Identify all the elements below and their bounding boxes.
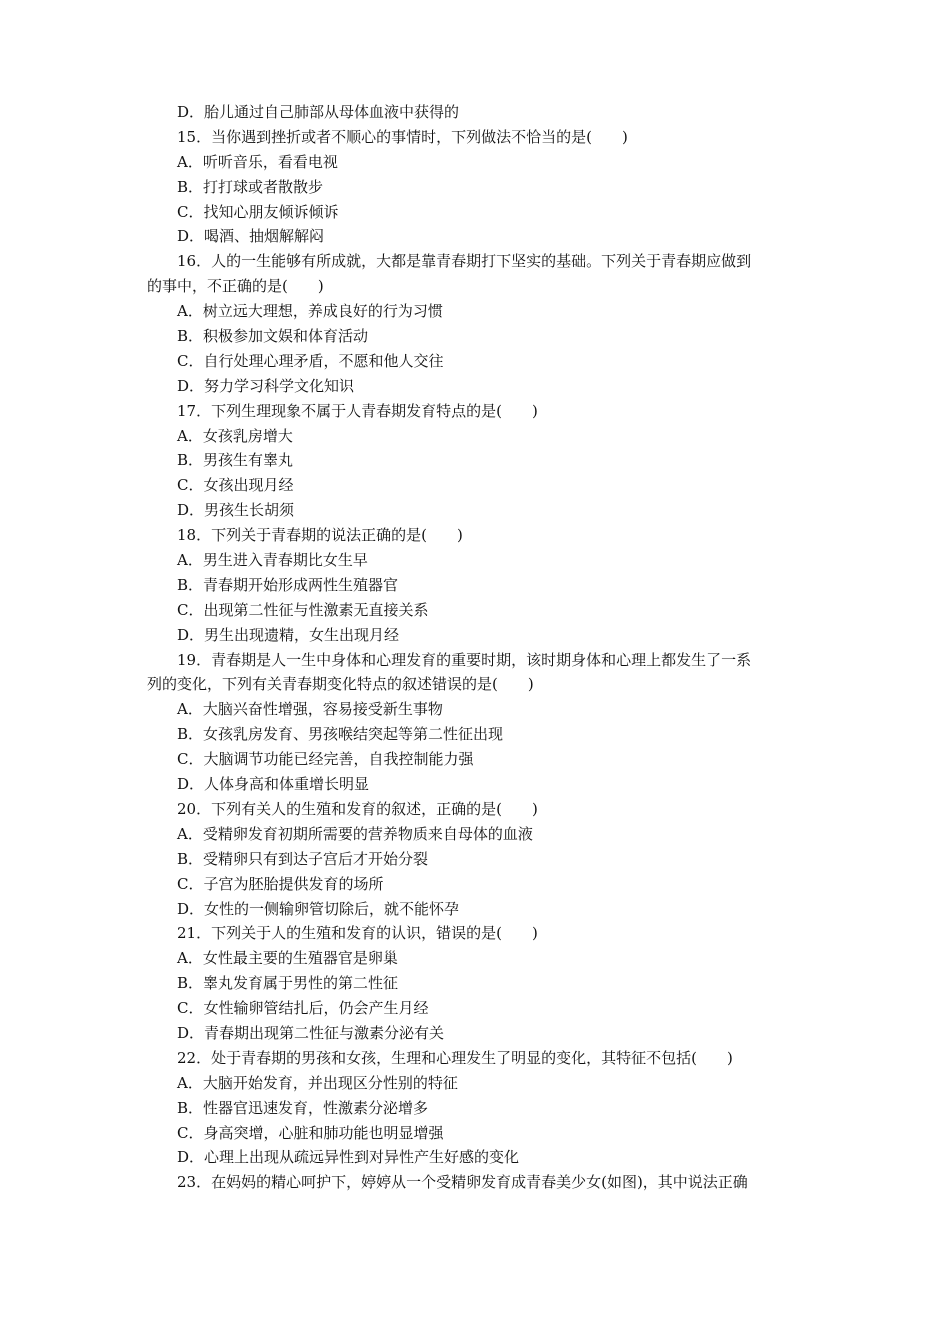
option-line: C．大脑调节功能已经完善，自我控制能力强 (177, 750, 474, 769)
option-line: C．出现第二性征与性激素无直接关系 (177, 600, 429, 619)
option-line: A．听听音乐，看看电视 (177, 152, 338, 171)
option-line: D．男孩生长胡须 (177, 501, 295, 520)
option-line: C．找知心朋友倾诉倾诉 (177, 202, 339, 221)
option-line: D．女性的一侧输卵管切除后，就不能怀孕 (177, 899, 460, 918)
option-line: B．睾丸发育属于男性的第二性征 (177, 974, 399, 993)
option-line: A．女孩乳房增大 (177, 426, 293, 445)
question-line: 16．人的一生能够有所成就，大都是靠青春期打下坚实的基础。下列关于青春期应做到 (177, 252, 752, 271)
option-line: A．树立远大理想，养成良好的行为习惯 (177, 302, 443, 321)
document-body (147, 100, 812, 1195)
question-line: 20．下列有关人的生殖和发育的叙述，正确的是( ) (177, 799, 538, 818)
question-line: 18．下列关于青春期的说法正确的是( ) (177, 526, 463, 545)
question-continuation-line: 的事中，不正确的是( ) (147, 277, 324, 296)
option-line: B．受精卵只有到达子宫后才开始分裂 (177, 849, 429, 868)
option-line: B．性器官迅速发育，性激素分泌增多 (177, 1098, 429, 1117)
option-line: B．女孩乳房发育、男孩喉结突起等第二性征出现 (177, 725, 504, 744)
option-line: D．青春期出现第二性征与激素分泌有关 (177, 1023, 445, 1042)
option-line: A．大脑开始发育，并出现区分性别的特征 (177, 1073, 458, 1092)
question-line: 22．处于青春期的男孩和女孩，生理和心理发生了明显的变化，其特征不包括( ) (177, 1048, 733, 1067)
option-line: C．女性输卵管结扎后，仍会产生月经 (177, 999, 429, 1018)
question-continuation-line: 列的变化，下列有关青春期变化特点的叙述错误的是( ) (147, 675, 534, 694)
option-line: C．女孩出现月经 (177, 476, 294, 495)
question-line: 15．当你遇到挫折或者不顺心的事情时，下列做法不恰当的是( ) (177, 127, 628, 146)
option-line: B．男孩生有睾丸 (177, 451, 294, 470)
option-line: C．自行处理心理矛盾，不愿和他人交往 (177, 351, 444, 370)
option-line: A．受精卵发育初期所需要的营养物质来自母体的血液 (177, 824, 533, 843)
option-line: D．努力学习科学文化知识 (177, 376, 355, 395)
question-line: 19．青春期是人一生中身体和心理发育的重要时期，该时期身体和心理上都发生了一系 (177, 650, 752, 669)
option-line: A．女性最主要的生殖器官是卵巢 (177, 949, 398, 968)
question-line: 23．在妈妈的精心呵护下，婷婷从一个受精卵发育成青春美少女(如图)，其中说法正确 (177, 1173, 748, 1192)
question-line: 21．下列关于人的生殖和发育的认识，错误的是( ) (177, 924, 538, 943)
option-line: C．子宫为胚胎提供发育的场所 (177, 874, 384, 893)
option-line: B．积极参加文娱和体育活动 (177, 327, 369, 346)
option-line: B．青春期开始形成两性生殖器官 (177, 575, 399, 594)
option-line: D．胎儿通过自己肺部从母体血液中获得的 (177, 103, 460, 121)
option-line: D．男生出现遗精，女生出现月经 (177, 625, 400, 644)
question-line: 17．下列生理现象不属于人青春期发育特点的是( ) (177, 401, 538, 420)
option-line: D．人体身高和体重增长明显 (177, 775, 370, 794)
option-line: D．喝酒、抽烟解解闷 (177, 227, 325, 246)
option-line: A．大脑兴奋性增强，容易接受新生事物 (177, 700, 443, 719)
option-line: C．身高突增，心脏和肺功能也明显增强 (177, 1123, 444, 1142)
option-line: B．打打球或者散散步 (177, 177, 324, 196)
option-line: D．心理上出现从疏远异性到对异性产生好感的变化 (177, 1148, 520, 1167)
option-line: A．男生进入青春期比女生早 (177, 551, 368, 570)
